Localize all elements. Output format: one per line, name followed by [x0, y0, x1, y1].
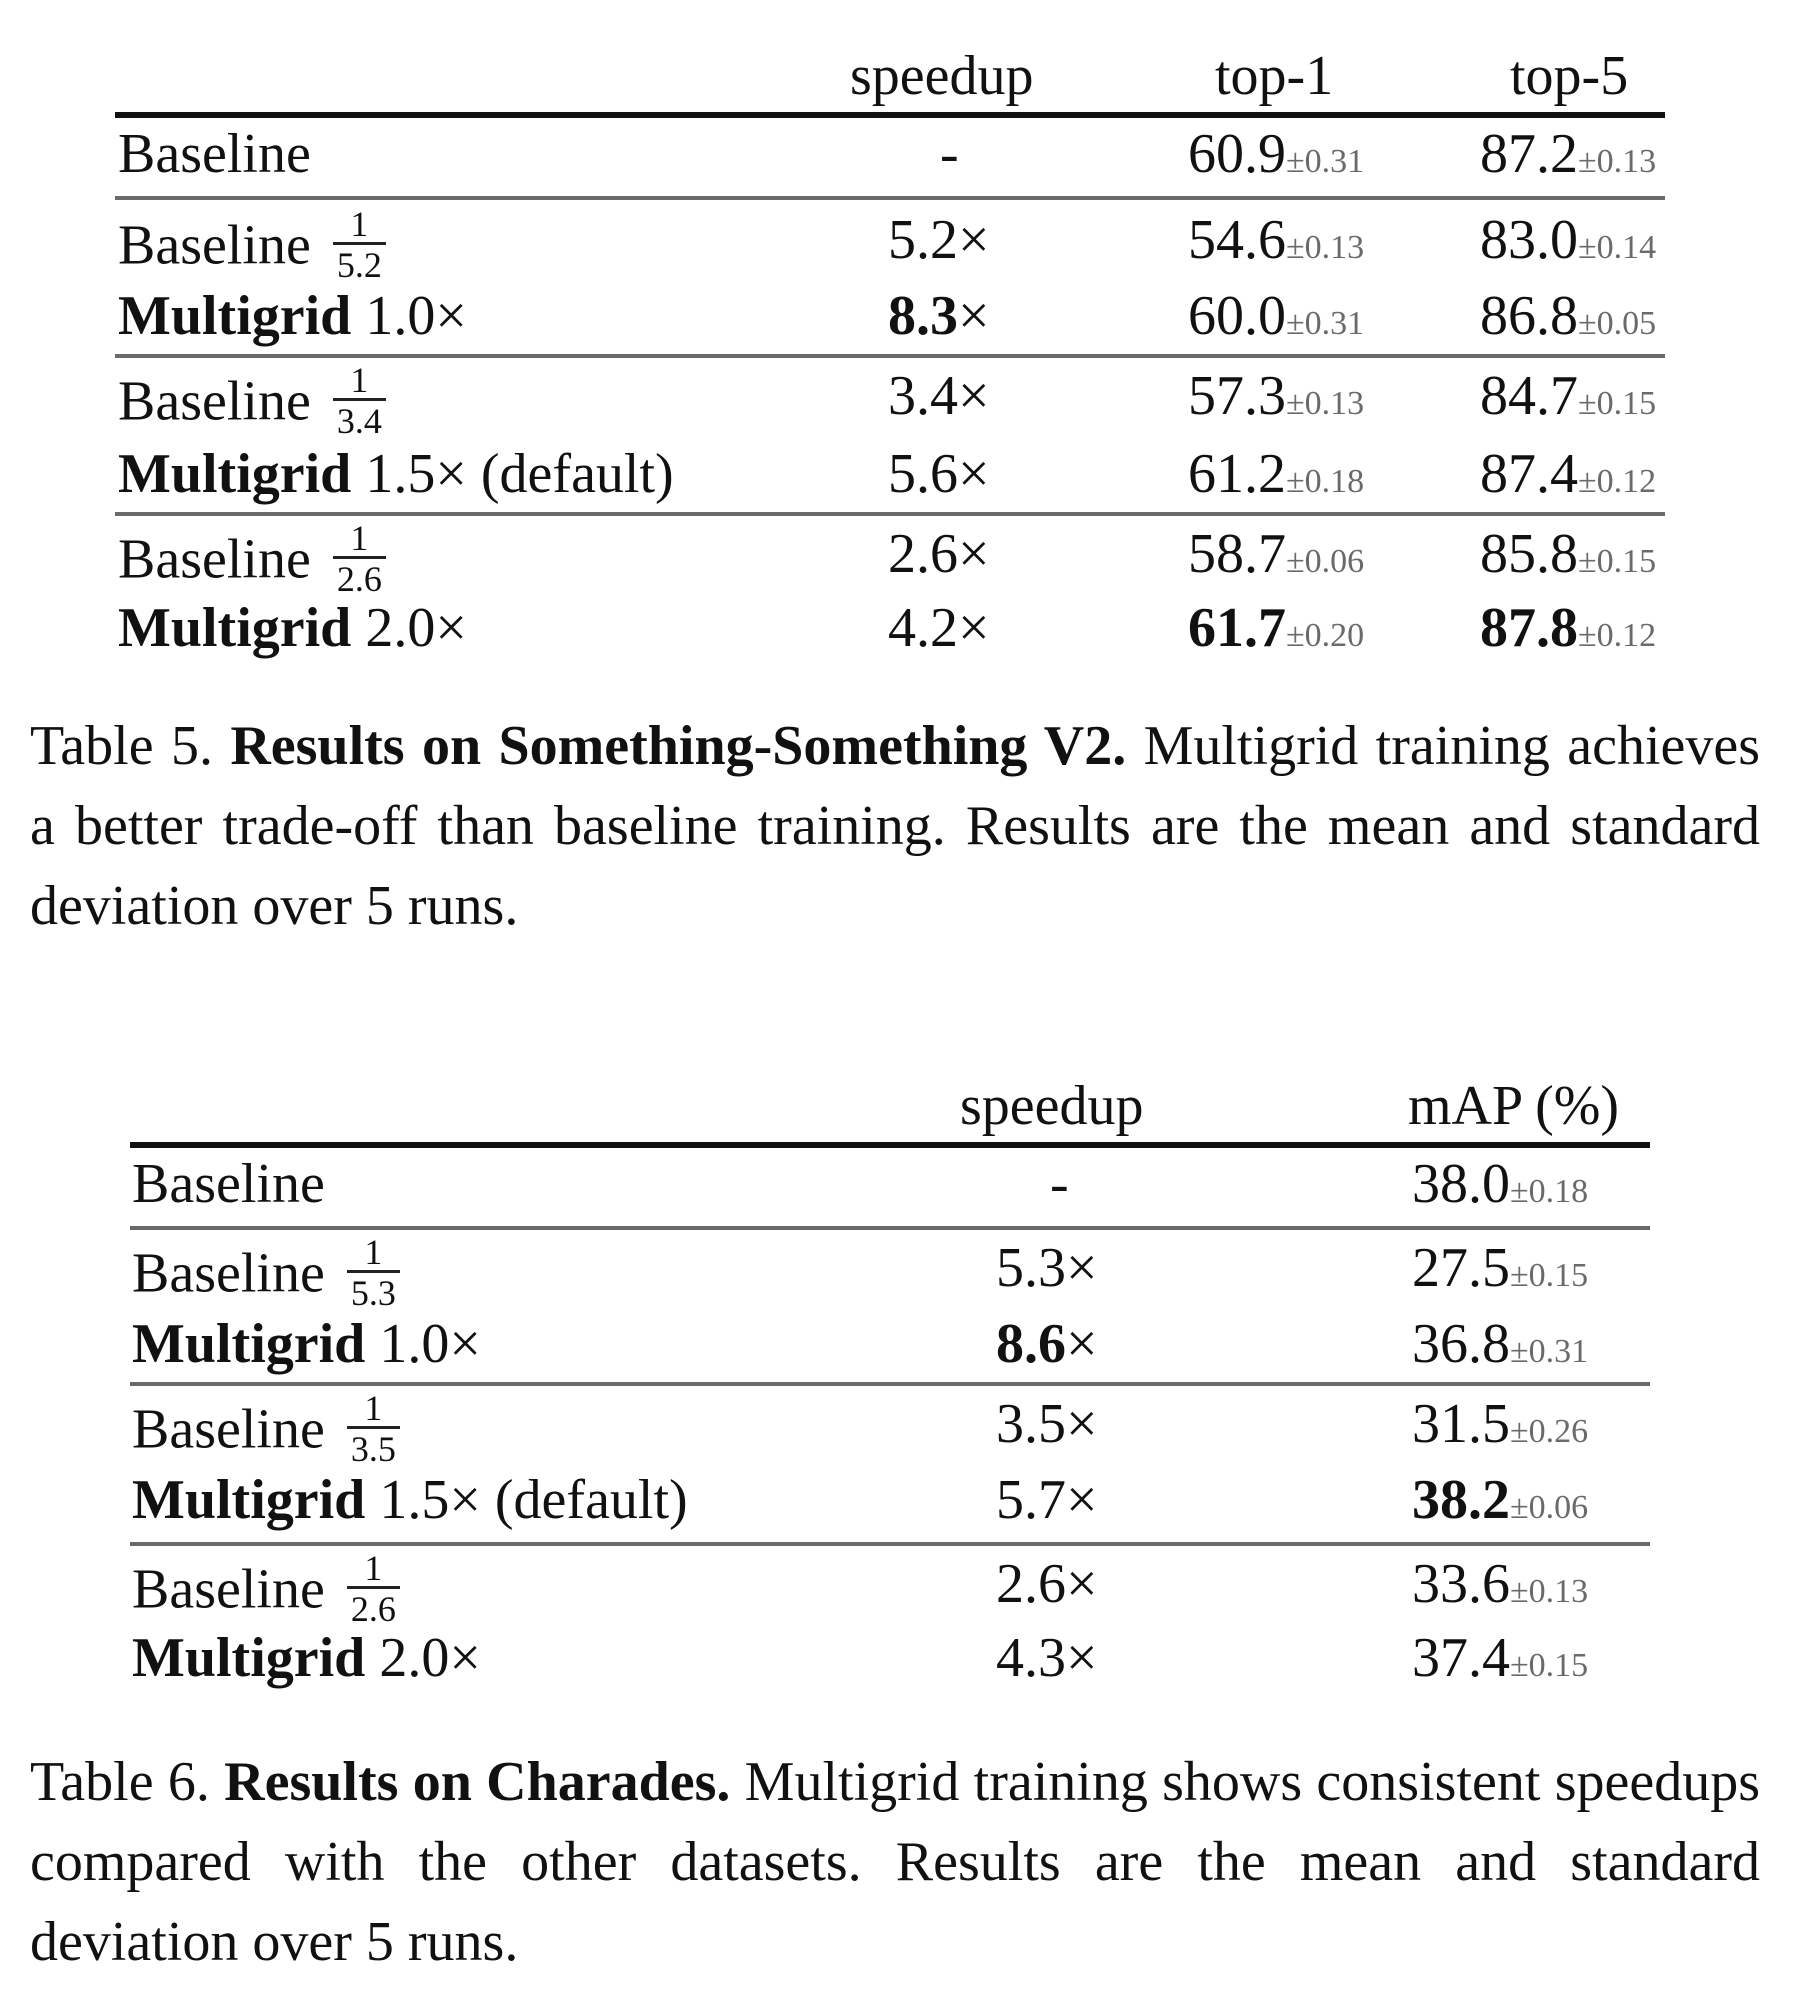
header-speedup: speedup	[850, 45, 1034, 107]
top-rule	[115, 112, 1665, 118]
speedup-cell: 4.2×	[888, 597, 990, 659]
row-label: Multigrid 2.0×	[118, 597, 467, 659]
row-label: Baseline $\frac{1}{5.2}$	[118, 212, 386, 289]
top5-cell: 87.4±0.12	[1480, 443, 1657, 505]
group-rule	[130, 1226, 1650, 1230]
group-rule	[115, 512, 1665, 516]
top5-cell: 86.8±0.05	[1480, 285, 1657, 347]
row-label: Multigrid 1.5× (default)	[132, 1469, 688, 1531]
top5-cell: 87.2±0.13	[1480, 123, 1657, 185]
map-cell: 38.2±0.06	[1412, 1469, 1589, 1531]
top5-cell: 87.8±0.12	[1480, 597, 1657, 659]
top5-cell: 84.7±0.15	[1480, 365, 1657, 427]
row-label: Multigrid 1.5× (default)	[118, 443, 674, 505]
header-top5: top-5	[1510, 45, 1629, 107]
row-label: Baseline $\frac{1}{3.5}$	[132, 1396, 400, 1473]
row-label: Baseline $\frac{1}{3.4}$	[118, 368, 386, 445]
top1-cell: 58.7±0.06	[1188, 523, 1365, 585]
map-cell: 37.4±0.15	[1412, 1627, 1589, 1689]
top1-cell: 54.6±0.13	[1188, 209, 1365, 271]
table-6-caption: Table 6. Results on Charades. Multigrid training shows consistent speedups compared with the other datasets. Results are the mean and standard deviation over 5 runs.	[30, 1751, 1760, 1973]
fraction: $\frac{1}{3.5}$	[347, 1390, 400, 1467]
fraction: $\frac{1}{2.6}$	[347, 1550, 400, 1627]
top1-cell: 61.2±0.18	[1188, 443, 1365, 505]
speedup-cell: 5.7×	[996, 1469, 1098, 1531]
speedup-cell: 5.3×	[996, 1237, 1098, 1299]
speedup-cell: 8.3×	[888, 285, 990, 347]
fraction: $\frac{1}{2.6}$	[333, 520, 386, 597]
row-label: Baseline $\frac{1}{2.6}$	[118, 526, 386, 603]
speedup-cell: 3.4×	[888, 365, 990, 427]
group-rule	[115, 354, 1665, 358]
row-label: Multigrid 1.0×	[118, 285, 467, 347]
table-5-caption: Table 5. Results on Something-Something V2. Multigrid training achieves a better trade-off than baseline training. Results are the mean and standard deviation over 5 runs.	[30, 715, 1761, 937]
header-speedup: speedup	[960, 1075, 1144, 1137]
speedup-cell: 5.6×	[888, 443, 990, 505]
top1-cell: 61.7±0.20	[1188, 597, 1365, 659]
top1-cell: 57.3±0.13	[1188, 365, 1365, 427]
speedup-cell: 2.6×	[996, 1553, 1098, 1615]
row-label: Multigrid 1.0×	[132, 1313, 481, 1375]
top-rule	[130, 1142, 1650, 1148]
map-cell: 38.0±0.18	[1412, 1153, 1589, 1215]
map-cell: 27.5±0.15	[1412, 1237, 1589, 1299]
fraction: $\frac{1}{5.3}$	[347, 1234, 400, 1311]
map-cell: 33.6±0.13	[1412, 1553, 1589, 1615]
speedup-cell: 4.3×	[996, 1627, 1098, 1689]
top5-cell: 85.8±0.15	[1480, 523, 1657, 585]
speedup-cell: 2.6×	[888, 523, 990, 585]
top1-cell: 60.9±0.31	[1188, 123, 1365, 185]
speedup-cell: -	[940, 123, 959, 185]
top5-cell: 83.0±0.14	[1480, 209, 1657, 271]
speedup-cell: 8.6×	[996, 1313, 1098, 1375]
header-top1: top-1	[1215, 45, 1334, 107]
map-cell: 36.8±0.31	[1412, 1313, 1589, 1375]
row-label: Baseline $\frac{1}{2.6}$	[132, 1556, 400, 1633]
row-label: Baseline	[118, 123, 311, 185]
speedup-cell: -	[1050, 1153, 1069, 1215]
fraction: $\frac{1}{5.2}$	[333, 206, 386, 283]
speedup-cell: 3.5×	[996, 1393, 1098, 1455]
header-map: mAP (%)	[1408, 1075, 1620, 1137]
group-rule	[115, 196, 1665, 200]
top1-cell: 60.0±0.31	[1188, 285, 1365, 347]
group-rule	[130, 1542, 1650, 1546]
group-rule	[130, 1382, 1650, 1386]
map-cell: 31.5±0.26	[1412, 1393, 1589, 1455]
row-label: Baseline $\frac{1}{5.3}$	[132, 1240, 400, 1317]
fraction: $\frac{1}{3.4}$	[333, 362, 386, 439]
row-label: Baseline	[132, 1153, 325, 1215]
row-label: Multigrid 2.0×	[132, 1627, 481, 1689]
speedup-cell: 5.2×	[888, 209, 990, 271]
